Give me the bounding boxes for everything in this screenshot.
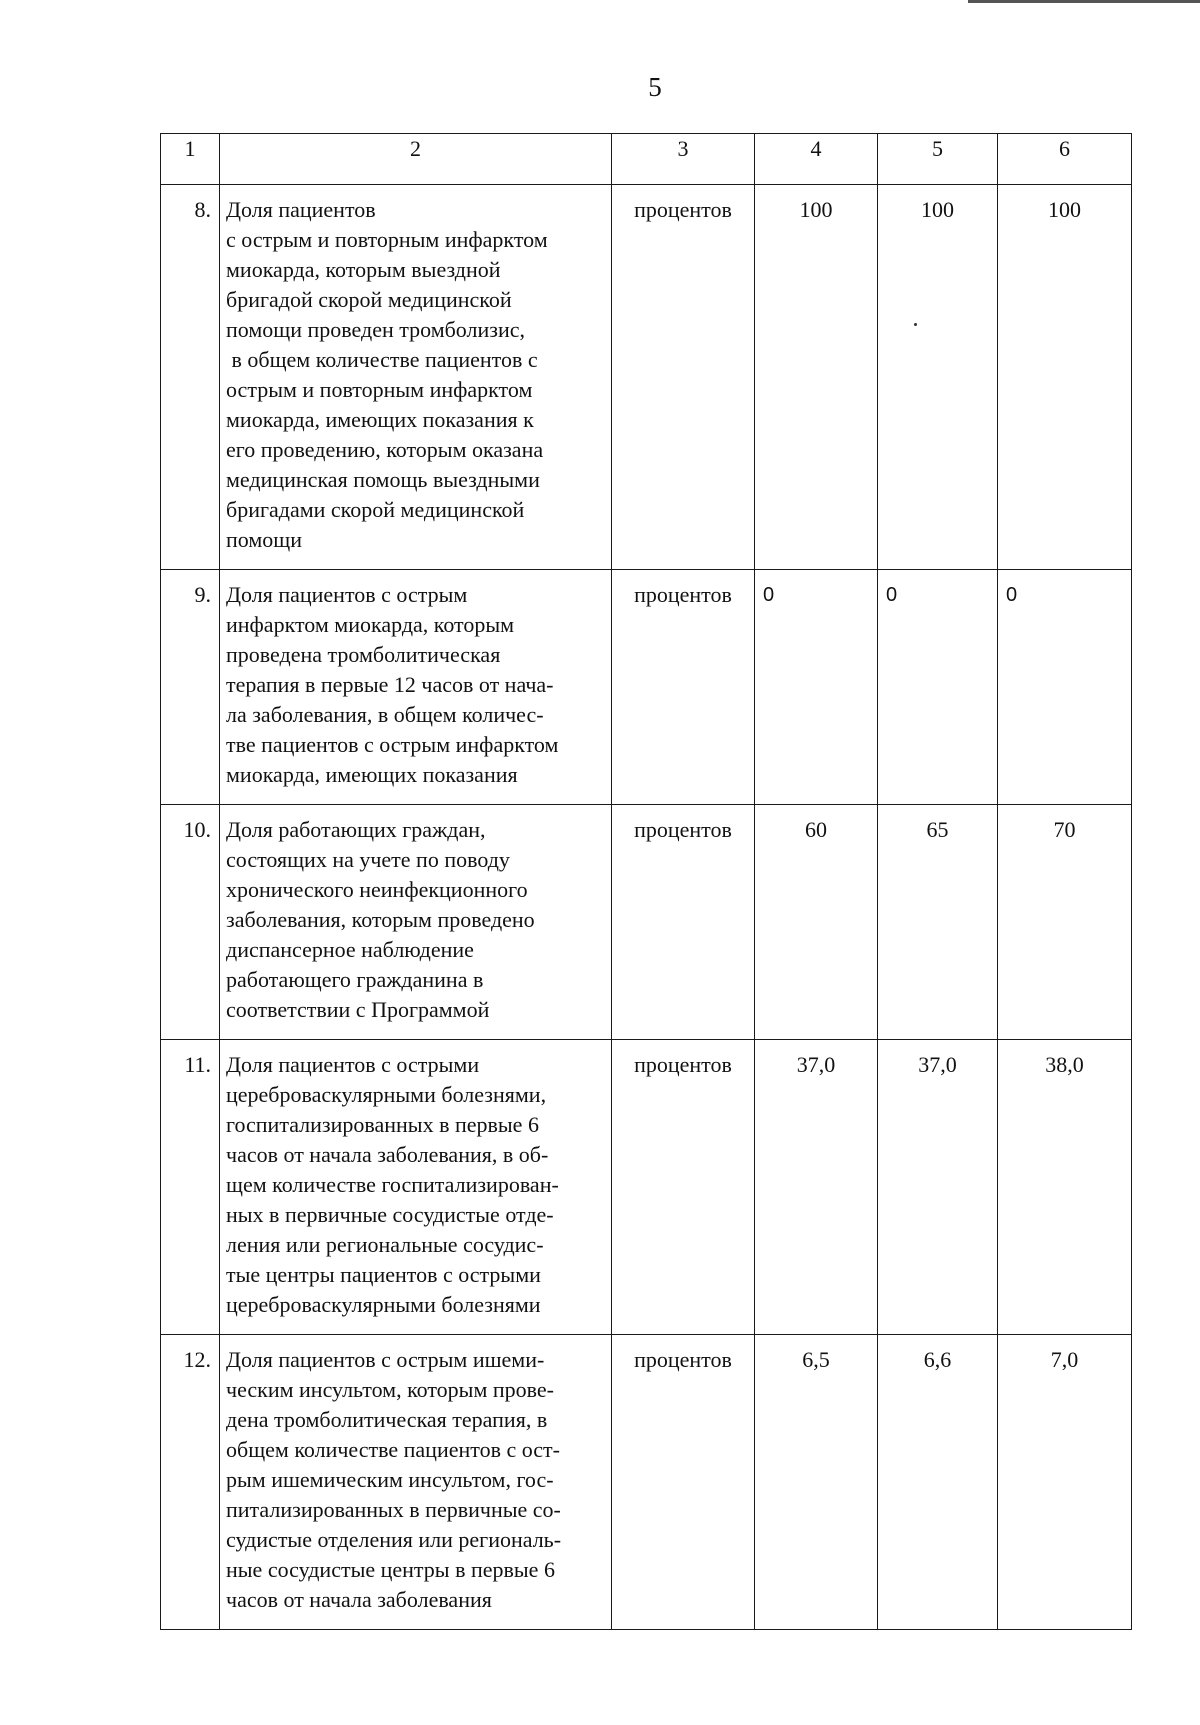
- description-line: Доля пациентов с острым: [226, 582, 468, 607]
- description-line: Доля пациентов: [226, 197, 376, 222]
- description-line: острым и повторным инфарктом: [226, 377, 533, 402]
- value-cell: 70: [998, 805, 1132, 1040]
- header-row: [161, 134, 1132, 185]
- top-edge-rule: [968, 0, 1200, 3]
- unit-cell: процентов: [612, 1335, 755, 1630]
- value-cell: 100: [755, 185, 878, 570]
- description-line: цереброваскулярными болезнями: [226, 1292, 541, 1317]
- description-line: Доля пациентов с острыми: [226, 1052, 480, 1077]
- description-line: ные сосудистые центры в первые 6: [226, 1557, 555, 1582]
- row-number: 8.: [161, 185, 220, 570]
- description-line: щем количестве госпитализирован-: [226, 1172, 559, 1197]
- value-cell: 6,6: [878, 1335, 998, 1630]
- unit-cell: процентов: [612, 570, 755, 805]
- description-line: ных в первичные сосудистые отде-: [226, 1202, 554, 1227]
- description-line: миокарда, имеющих показания: [226, 762, 518, 787]
- description-line: помощи: [226, 527, 302, 552]
- header-cell: 4: [755, 134, 878, 185]
- description-line: общем количестве пациентов с ост-: [226, 1437, 560, 1462]
- row-number: 9.: [161, 570, 220, 805]
- page-number: 5: [648, 72, 662, 102]
- value-cell: 100: [878, 185, 998, 570]
- value-cell: 38,0: [998, 1040, 1132, 1335]
- unit-cell: процентов: [612, 1040, 755, 1335]
- description-line: Доля работающих граждан,: [226, 817, 486, 842]
- indicator-description: [220, 805, 612, 1040]
- table-row: [161, 570, 1132, 805]
- value-cell: 60: [755, 805, 878, 1040]
- description-line: питализированных в первичные со-: [226, 1497, 561, 1522]
- row-number: 11.: [161, 1040, 220, 1335]
- indicator-description: [220, 185, 612, 570]
- description-line: с острым и повторным инфарктом: [226, 227, 548, 252]
- value-cell: 37,0: [755, 1040, 878, 1335]
- value-cell: 7,0: [998, 1335, 1132, 1630]
- value-cell: 65: [878, 805, 998, 1040]
- description-line: тые центры пациентов с острыми: [226, 1262, 541, 1287]
- header-cell: 3: [612, 134, 755, 185]
- description-line: Доля пациентов с острым ишеми-: [226, 1347, 545, 1372]
- description-line: госпитализированных в первые 6: [226, 1112, 539, 1137]
- description-line: миокарда, которым выездной: [226, 257, 501, 282]
- description-line: в общем количестве пациентов с: [226, 347, 538, 372]
- description-line: диспансерное наблюдение: [226, 937, 474, 962]
- description-line: часов от начала заболевания: [226, 1587, 492, 1612]
- description-line: ления или региональные сосудис-: [226, 1232, 544, 1257]
- value-cell: 100: [998, 185, 1132, 570]
- description-line: рым ишемическим инсультом, гос-: [226, 1467, 554, 1492]
- description-line: миокарда, имеющих показания к: [226, 407, 534, 432]
- row-number: 12.: [161, 1335, 220, 1630]
- description-line: медицинская помощь выездными: [226, 467, 540, 492]
- description-line: тве пациентов с острым инфарктом: [226, 732, 559, 757]
- table-row: [161, 1040, 1132, 1335]
- description-line: работающего гражданина в: [226, 967, 484, 992]
- description-line: хронического неинфекционного: [226, 877, 528, 902]
- description-line: бригадами скорой медицинской: [226, 497, 525, 522]
- row-number: 10.: [161, 805, 220, 1040]
- value-cell: 0: [998, 570, 1132, 805]
- header-cell: 1: [161, 134, 220, 185]
- value-cell: 37,0: [878, 1040, 998, 1335]
- value-cell: 0: [755, 570, 878, 805]
- header-cell: 2: [220, 134, 612, 185]
- description-line: инфарктом миокарда, которым: [226, 612, 515, 637]
- description-line: цереброваскулярными болезнями,: [226, 1082, 547, 1107]
- value-cell: 6,5: [755, 1335, 878, 1630]
- description-line: ческим инсультом, которым прове-: [226, 1377, 555, 1402]
- indicator-description: [220, 1335, 612, 1630]
- indicator-description: [220, 570, 612, 805]
- value-cell: 0: [878, 570, 998, 805]
- table-row: [161, 185, 1132, 570]
- description-line: терапия в первые 12 часов от нача-: [226, 672, 554, 697]
- description-line: его проведению, которым оказана: [226, 437, 544, 462]
- indicator-table: [160, 133, 1132, 1630]
- description-line: соответствии с Программой: [226, 997, 490, 1022]
- description-line: заболевания, которым проведено: [226, 907, 535, 932]
- unit-cell: процентов: [612, 805, 755, 1040]
- description-line: бригадой скорой медицинской: [226, 287, 512, 312]
- header-cell: 6: [998, 134, 1132, 185]
- description-line: проведена тромболитическая: [226, 642, 501, 667]
- description-line: ла заболевания, в общем количес-: [226, 702, 544, 727]
- description-line: судистые отделения или региональ-: [226, 1527, 562, 1552]
- table-row: [161, 805, 1132, 1040]
- table-row: [161, 1335, 1132, 1630]
- header-cell: 5: [878, 134, 998, 185]
- indicator-description: [220, 1040, 612, 1335]
- description-line: состоящих на учете по поводу: [226, 847, 510, 872]
- description-line: помощи проведен тромболизис,: [226, 317, 525, 342]
- unit-cell: процентов: [612, 185, 755, 570]
- description-line: дена тромболитическая терапия, в: [226, 1407, 548, 1432]
- description-line: часов от начала заболевания, в об-: [226, 1142, 549, 1167]
